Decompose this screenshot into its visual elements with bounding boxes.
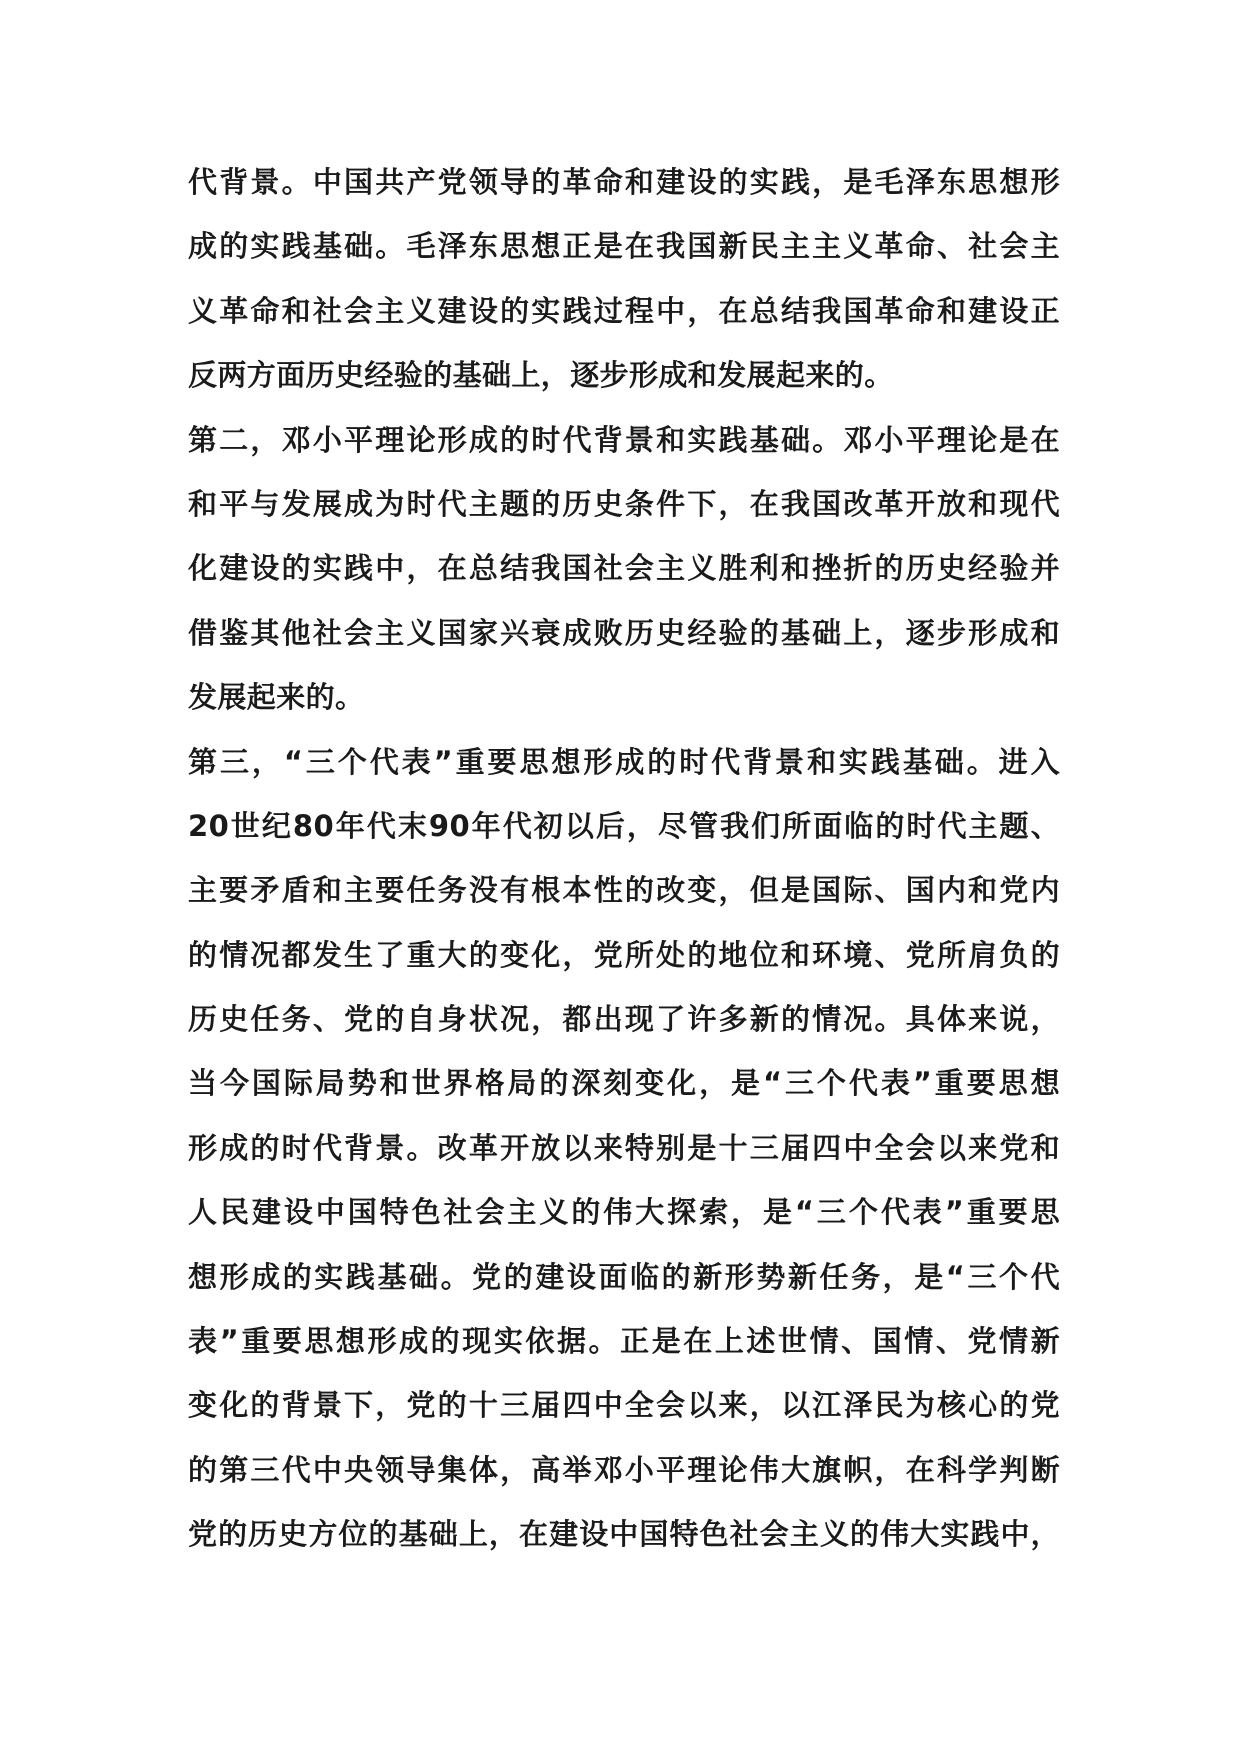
text-line: 第三，“三个代表”重要思想形成的时代背景和实践基础。进入	[188, 744, 1060, 779]
text-line: 反两方面历史经验的基础上，逐步形成和发展起来的。	[188, 358, 894, 393]
text-line: 变化的背景下，党的十三届四中全会以来，以江泽民为核心的党	[188, 1388, 1060, 1423]
text-line: 发展起来的。	[188, 680, 365, 715]
text-line: 历史任务、党的自身状况，都出现了许多新的情况。具体来说，	[188, 1002, 1060, 1037]
text-line: 借鉴其他社会主义国家兴衰成败历史经验的基础上，逐步形成和	[188, 615, 1060, 650]
text-line: 成的实践基础。毛泽东思想正是在我国新民主主义革命、社会主	[188, 229, 1060, 264]
text-line: 的第三代中央领导集体，高举邓小平理论伟大旗帜，在科学判断	[188, 1452, 1060, 1487]
text-line: 表”重要思想形成的现实依据。正是在上述世情、国情、党情新	[188, 1324, 1060, 1359]
text-line: 代背景。中国共产党领导的革命和建设的实践，是毛泽东思想形	[188, 165, 1060, 199]
text-line: 化建设的实践中，在总结我国社会主义胜利和挫折的历史经验并	[188, 551, 1060, 586]
text-line: 形成的时代背景。改革开放以来特别是十三届四中全会以来党和	[188, 1130, 1060, 1165]
text-line: 党的历史方位的基础上，在建设中国特色社会主义的伟大实践中，	[188, 1517, 1060, 1552]
text-line: 第二，邓小平理论形成的时代背景和实践基础。邓小平理论是在	[188, 422, 1060, 457]
text-line: 当今国际局势和世界格局的深刻变化，是“三个代表”重要思想	[188, 1066, 1060, 1101]
text-line: 的情况都发生了重大的变化，党所处的地位和环境、党所肩负的	[188, 937, 1060, 972]
text-line: 义革命和社会主义建设的实践过程中，在总结我国革命和建设正	[188, 293, 1060, 328]
body-text	[188, 150, 1060, 1567]
text-line: 人民建设中国特色社会主义的伟大探索，是“三个代表”重要思	[188, 1195, 1060, 1230]
text-line: 主要矛盾和主要任务没有根本性的改变，但是国际、国内和党内	[188, 873, 1060, 908]
text-line: 20世纪80年代末90年代初以后，尽管我们所面临的时代主题、	[188, 808, 1060, 843]
text-line: 和平与发展成为时代主题的历史条件下，在我国改革开放和现代	[188, 486, 1060, 521]
text-line: 想形成的实践基础。党的建设面临的新形势新任务，是“三个代	[188, 1259, 1060, 1294]
